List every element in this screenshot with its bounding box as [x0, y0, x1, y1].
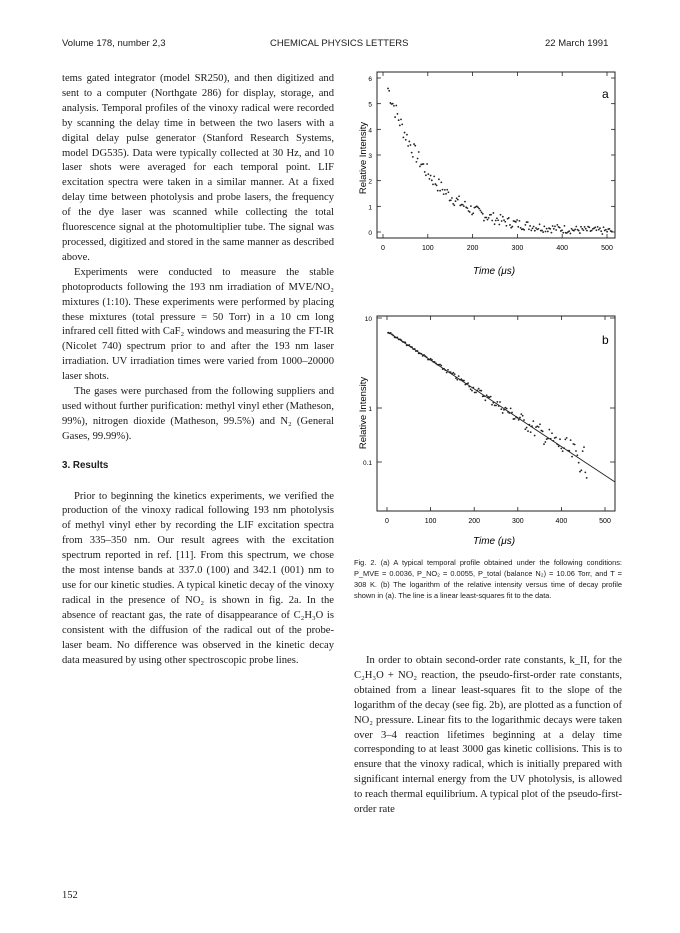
- data-point: [528, 228, 530, 230]
- data-point: [524, 224, 526, 226]
- data-point: [495, 405, 497, 407]
- data-point: [431, 179, 433, 181]
- data-point: [605, 229, 607, 231]
- data-point: [439, 190, 441, 192]
- data-point: [580, 469, 582, 471]
- data-point: [502, 216, 504, 218]
- data-point: [574, 444, 576, 446]
- data-point: [544, 441, 546, 443]
- panel-a-ylabel: Relative Intensity: [358, 121, 369, 195]
- data-point: [561, 229, 563, 231]
- left-paragraph-1: tems gated integrator (model SR250), and then digitized and sent to a computer (Northgate 286) for display, storage, and analysis. Temporal profiles of the vinoxy radical were recorded by scanning the delay time in between the two lasers with a digital delay pulse generator (Stanford Research Systems, model DG535). Data were typically collected at 30 Hz, and 10 laser shots were averaged for each temporal point. LIF excitation spectra were taken in a similar manner. At a fixed delay time between photolysis and probe lasers, the frequency of the dye laser was scanned while collecting the total fluorescence signal at the photomultiplier tube. The signal was processed, digitized and stored in the same manner as described above.: [62, 73, 334, 263]
- y-tick-label: 10: [364, 316, 372, 323]
- data-point: [504, 221, 506, 223]
- data-point: [491, 220, 493, 222]
- data-point: [483, 220, 485, 222]
- data-point: [603, 226, 605, 228]
- data-point: [463, 380, 465, 382]
- data-point: [568, 230, 570, 232]
- data-point: [606, 231, 608, 233]
- panel-a-data-points: [387, 88, 613, 235]
- data-point: [430, 175, 432, 177]
- y-tick-label: 0.1: [362, 460, 372, 467]
- data-point: [562, 232, 564, 234]
- data-point: [523, 419, 525, 421]
- data-point: [446, 372, 448, 374]
- data-point: [553, 228, 555, 230]
- panel-a-xlabel: Time (μs): [472, 266, 516, 277]
- data-point: [511, 226, 513, 228]
- data-point: [481, 211, 483, 213]
- data-point: [482, 213, 484, 215]
- data-point: [578, 462, 580, 464]
- data-point: [437, 190, 439, 192]
- data-point: [463, 205, 465, 207]
- data-point: [555, 437, 557, 439]
- data-point: [579, 232, 581, 234]
- data-point: [451, 197, 453, 199]
- data-point: [470, 205, 472, 207]
- data-point: [485, 217, 487, 219]
- data-point: [432, 184, 434, 186]
- data-point: [467, 382, 469, 384]
- data-point: [416, 161, 418, 163]
- x-tick-label: 400: [555, 518, 568, 525]
- data-point: [530, 230, 532, 232]
- data-point: [393, 105, 395, 107]
- data-point: [500, 214, 502, 216]
- data-point: [497, 219, 499, 221]
- data-point: [405, 139, 407, 141]
- panel-b-y-ticks: [363, 316, 615, 467]
- x-tick-label: 100: [421, 245, 434, 252]
- data-point: [423, 163, 425, 165]
- data-point: [601, 233, 603, 235]
- x-tick-label: 500: [601, 245, 613, 252]
- data-point: [499, 401, 501, 403]
- data-point: [539, 423, 541, 425]
- data-point: [402, 137, 404, 139]
- x-tick-label: 0: [381, 245, 385, 252]
- data-point: [446, 189, 448, 191]
- data-point: [496, 217, 498, 219]
- data-point: [549, 228, 551, 230]
- data-point: [454, 373, 456, 375]
- data-point: [600, 230, 602, 232]
- data-point: [388, 90, 390, 92]
- data-point: [399, 125, 401, 127]
- data-point: [541, 230, 543, 232]
- data-point: [472, 212, 474, 214]
- data-point: [496, 401, 498, 403]
- data-point: [582, 450, 584, 452]
- data-point: [578, 230, 580, 232]
- data-point: [517, 226, 519, 228]
- header-journal: CHEMICAL PHYSICS LETTERS: [270, 38, 409, 49]
- data-point: [475, 391, 477, 393]
- data-point: [440, 181, 442, 183]
- data-point: [581, 228, 583, 230]
- section-title: 3. Results: [62, 459, 109, 471]
- y-tick-label: 1: [368, 406, 372, 413]
- data-point: [500, 408, 502, 410]
- data-point: [501, 220, 503, 222]
- data-point: [551, 432, 553, 434]
- data-point: [442, 189, 444, 191]
- data-point: [530, 431, 532, 433]
- data-point: [519, 417, 521, 419]
- panel-b-ylabel: Relative Intensity: [358, 376, 369, 450]
- data-point: [429, 178, 431, 180]
- data-point: [611, 231, 613, 233]
- figure-2-plots: [344, 68, 619, 553]
- y-tick-label: 2: [368, 178, 372, 186]
- data-point: [412, 156, 414, 158]
- data-point: [534, 230, 536, 232]
- data-point: [452, 372, 454, 374]
- data-point: [515, 221, 517, 223]
- data-point: [586, 477, 588, 479]
- panel-b-frame: [377, 316, 615, 511]
- panel-a-frame: [377, 72, 615, 238]
- data-point: [425, 174, 427, 176]
- data-point: [484, 399, 486, 401]
- data-point: [411, 152, 413, 154]
- data-point: [523, 229, 525, 231]
- data-point: [571, 456, 573, 458]
- data-point: [486, 394, 488, 396]
- data-point: [576, 454, 578, 456]
- data-point: [533, 226, 535, 228]
- data-point: [532, 227, 534, 229]
- data-point: [506, 408, 508, 410]
- data-point: [543, 443, 545, 445]
- x-tick-label: 200: [466, 245, 479, 252]
- left-paragraph-3: The gases were purchased from the following suppliers and used without further purification: methyl vinyl ether (Matheson, 99%), nitrogen dioxide (Matheson, 99.5%) and N₂ (General Gases, 99.99%).: [62, 386, 334, 442]
- data-point: [551, 232, 553, 234]
- panel-b-x-ticks: [385, 316, 611, 525]
- data-point: [539, 223, 541, 225]
- data-point: [584, 226, 586, 228]
- data-point: [436, 184, 438, 186]
- data-point: [458, 195, 460, 197]
- left-paragraph-4: Prior to beginning the kinetics experiments, we verified the production of the vinoxy radical following 193 nm photolysis of methyl vinyl ether by recording the LIF excitation spectra from 335–350 nm. Our result agrees with the excitation spectrum reported in ref. [11]. From this spectrum, we chose the most intense bands at 337.0 (100) and 342.1 (001) nm to use for our kinetic studies. A typical kinetic decay of the vinoxy radical in the presence of NO₂ is shown in fig. 2a. In the absence of reactant gas, the rate of disappearance of C₂H₃O is consistent with the diffusion of the radical out of the probe-laser beam. No difference was observed in the kinetic decay data measured by using other spectroscopic probe lines.: [62, 490, 334, 666]
- figure-2: [344, 68, 619, 558]
- data-point: [392, 103, 394, 105]
- figure-caption: Fig. 2. (a) A typical temporal profile obtained under the following conditions: P_MVE = 0.0036, P_NO₂ = 0.0055, P_total (balance N₂) = 10.06 Torr, and T = 308 K. (b) The logarithm of the relative intensity versus time of decay profile shown in (a). The line is a linear least-squares fit to the data.: [354, 558, 622, 600]
- data-point: [407, 145, 409, 147]
- right-paragraph-1: In order to obtain second-order rate constants, k_II, for the C₂H₃O + NO₂ reaction, the pseudo-first-order rate constants, obtained from a linear least-squares fit to the slope of the logarithm of the decay (see fig. 2b), are plotted as a function of NO₂ pressure. Linear fits to the logarithmic decays were taken over 3–4 reaction lifetimes beginning at a delay time corresponding to at least 3000 gas kinetic collisions. This is to ensure that the vinoxy radical, which is initially prepared with significant internal energy from the UV photolysis, is allowed to reach thermal equilibrium. A typical plot of the pseudo-first-order rate: [354, 655, 622, 816]
- data-point: [574, 229, 576, 231]
- data-point: [464, 201, 466, 203]
- x-tick-label: 200: [468, 518, 481, 525]
- data-point: [522, 415, 524, 417]
- data-point: [543, 225, 545, 227]
- y-tick-label: 1: [368, 204, 372, 212]
- data-point: [579, 471, 581, 473]
- data-point: [498, 224, 500, 226]
- data-point: [591, 230, 593, 232]
- data-point: [537, 228, 539, 230]
- data-point: [410, 144, 412, 146]
- data-point: [414, 145, 416, 147]
- data-point: [458, 375, 460, 377]
- panel-b-data-points: [387, 332, 587, 479]
- data-point: [404, 132, 406, 134]
- data-point: [426, 163, 428, 165]
- data-point: [452, 203, 454, 205]
- data-point: [480, 390, 482, 392]
- data-point: [562, 450, 564, 452]
- data-point: [477, 206, 479, 208]
- data-point: [503, 219, 505, 221]
- data-point: [457, 199, 459, 201]
- data-point: [488, 217, 490, 219]
- data-point: [419, 166, 421, 168]
- data-point: [440, 365, 442, 367]
- data-point: [456, 379, 458, 381]
- left-paragraph-2: Experiments were conducted to measure the stable photoproducts following the 193 nm irradiation of MVE/NO₂ mixtures (1:10). These experiments were performed by placing these mixtures (total pressure = 50 Torr) in a 10 cm long infrared cell fitted with CaF₂ windows and measuring the FT-IR (Nicolet 740) spectrum prior to and after the 193 nm laser irradiation. UV irradiation times were varied from 1000–20000 laser shots.: [62, 266, 334, 383]
- x-tick-label: 400: [556, 245, 569, 252]
- data-point: [598, 229, 600, 231]
- data-point: [478, 208, 480, 210]
- data-point: [594, 226, 596, 228]
- data-point: [418, 151, 420, 153]
- data-point: [519, 220, 521, 222]
- data-point: [413, 143, 415, 145]
- data-point: [555, 229, 557, 231]
- y-tick-label: 0: [368, 230, 372, 237]
- data-point: [532, 420, 534, 422]
- page-number: 152: [62, 890, 78, 901]
- y-tick-label: 4: [368, 127, 372, 135]
- y-tick-label: 5: [368, 101, 372, 109]
- x-tick-label: 500: [599, 518, 611, 525]
- data-point: [490, 214, 492, 216]
- data-point: [559, 438, 561, 440]
- y-tick-label: 3: [368, 153, 372, 160]
- data-point: [597, 226, 599, 228]
- data-point: [398, 119, 400, 121]
- data-point: [401, 123, 403, 125]
- data-point: [424, 171, 426, 173]
- data-point: [546, 228, 548, 230]
- data-point: [514, 418, 516, 420]
- data-point: [547, 231, 549, 233]
- panel-a-label: a: [602, 87, 609, 101]
- data-point: [508, 217, 510, 219]
- data-point: [469, 211, 471, 213]
- data-point: [570, 439, 572, 441]
- data-point: [580, 226, 582, 228]
- data-point: [585, 228, 587, 230]
- data-point: [509, 224, 511, 226]
- data-point: [408, 141, 410, 143]
- panel-a: [358, 72, 615, 277]
- data-point: [490, 396, 492, 398]
- data-point: [564, 225, 566, 227]
- data-point: [453, 204, 455, 206]
- data-point: [564, 439, 566, 441]
- data-point: [447, 369, 449, 371]
- data-point: [495, 220, 497, 222]
- data-point: [466, 207, 468, 209]
- header-volume: Volume 178, number 2,3: [62, 38, 166, 49]
- data-point: [479, 210, 481, 212]
- data-point: [387, 88, 389, 90]
- data-point: [596, 229, 598, 231]
- data-point: [575, 226, 577, 228]
- data-point: [534, 435, 536, 437]
- data-point: [584, 471, 586, 473]
- data-point: [586, 230, 588, 232]
- right-column: [354, 654, 622, 818]
- data-point: [520, 227, 522, 229]
- data-point: [406, 134, 408, 136]
- x-tick-label: 300: [511, 245, 524, 252]
- left-column: [62, 72, 334, 668]
- data-point: [529, 225, 531, 227]
- data-point: [444, 189, 446, 191]
- data-point: [552, 225, 554, 227]
- data-point: [569, 233, 571, 235]
- panel-b-label: b: [602, 333, 609, 347]
- data-point: [527, 221, 529, 223]
- data-point: [542, 231, 544, 233]
- data-point: [438, 178, 440, 180]
- data-point: [470, 388, 472, 390]
- data-point: [520, 413, 522, 415]
- data-point: [575, 450, 577, 452]
- data-point: [609, 228, 611, 230]
- data-point: [556, 224, 558, 226]
- data-point: [443, 193, 445, 195]
- x-tick-label: 100: [424, 518, 437, 525]
- y-tick-label: 6: [368, 76, 372, 83]
- data-point: [583, 446, 585, 448]
- data-point: [397, 113, 399, 115]
- data-point: [478, 388, 480, 390]
- data-point: [566, 437, 568, 439]
- data-point: [571, 228, 573, 230]
- data-point: [417, 158, 419, 160]
- x-tick-label: 300: [511, 518, 524, 525]
- data-point: [548, 429, 550, 431]
- data-point: [599, 227, 601, 229]
- data-point: [433, 175, 435, 177]
- data-point: [554, 225, 556, 227]
- data-point: [447, 191, 449, 193]
- header-date: 22 March 1991: [545, 38, 609, 49]
- data-point: [427, 173, 429, 175]
- data-point: [487, 219, 489, 221]
- data-point: [582, 229, 584, 231]
- data-point: [526, 427, 528, 429]
- data-point: [491, 404, 493, 406]
- data-point: [502, 412, 504, 414]
- data-point: [494, 223, 496, 225]
- data-point: [400, 118, 402, 120]
- data-point: [506, 225, 508, 227]
- data-point: [516, 219, 518, 221]
- data-point: [527, 430, 529, 432]
- x-tick-label: 0: [385, 518, 389, 525]
- data-point: [395, 105, 397, 107]
- data-point: [538, 426, 540, 428]
- panel-a-y-ticks: [368, 76, 615, 237]
- data-point: [559, 227, 561, 229]
- data-point: [545, 231, 547, 233]
- data-point: [471, 390, 473, 392]
- panel-b-fit-line: [388, 332, 615, 482]
- data-point: [560, 448, 562, 450]
- data-point: [542, 430, 544, 432]
- data-point: [394, 116, 396, 118]
- data-point: [450, 199, 452, 201]
- data-point: [492, 212, 494, 214]
- data-point: [445, 193, 447, 195]
- panel-b: [358, 316, 615, 547]
- data-point: [455, 200, 457, 202]
- data-point: [462, 204, 464, 206]
- data-point: [510, 407, 512, 409]
- data-point: [524, 428, 526, 430]
- data-point: [588, 226, 590, 228]
- panel-b-xlabel: Time (μs): [472, 536, 516, 547]
